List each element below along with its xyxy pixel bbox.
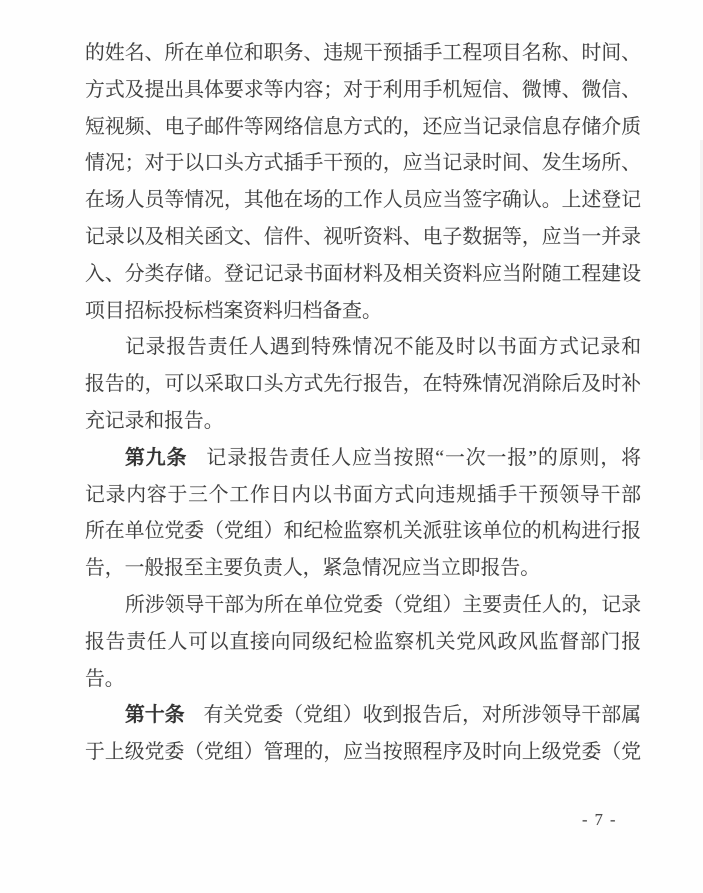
text-line <box>85 145 641 182</box>
text-line <box>85 35 641 72</box>
line-text: 项目招标投标档案资料归档备查。 <box>85 299 382 322</box>
line-text: 记录报告责任人遇到特殊情况不能及时以书面方式记录和 <box>125 336 641 359</box>
text-line <box>85 513 641 550</box>
text-line <box>85 256 641 293</box>
article-number-label: 第九条 <box>125 446 188 469</box>
line-text: 告。 <box>85 667 125 690</box>
line-text: 记录报告责任人应当按照“一次一报”的原则，将 <box>206 446 641 469</box>
page-number: - 7 - <box>582 810 617 829</box>
document-body <box>85 35 641 771</box>
line-text: 短视频、电子邮件等网络信息方式的，还应当记录信息存储介质 <box>85 115 641 138</box>
line-text: 入、分类存储。登记记录书面材料及相关资料应当附随工程建设 <box>85 262 641 285</box>
text-line <box>85 329 641 366</box>
line-text: 所涉领导干部为所在单位党委（党组）主要责任人的，记录 <box>125 593 641 616</box>
article-number-label: 第十条 <box>125 704 185 727</box>
text-line <box>85 697 641 734</box>
line-text: 报告的，可以采取口头方式先行报告，在特殊情况消除后及时补 <box>85 373 641 396</box>
text-line <box>85 734 641 771</box>
text-line <box>85 587 641 624</box>
line-text: 情况；对于以口头方式插手干预的，应当记录时间、发生场所、 <box>85 152 641 175</box>
text-line <box>85 661 641 698</box>
text-line <box>85 109 641 146</box>
line-text: 记录以及相关函文、信件、视听资料、电子数据等，应当一并录 <box>85 225 641 248</box>
line-text: 方式及提出具体要求等内容；对于利用手机短信、微博、微信、 <box>85 78 641 101</box>
line-text: 有关党委（党组）收到报告后，对所涉领导干部属 <box>203 704 641 727</box>
text-line <box>85 624 641 661</box>
line-text: 在场人员等情况，其他在场的工作人员应当签字确认。上述登记 <box>85 189 641 212</box>
text-line <box>85 403 641 440</box>
line-text: 于上级党委（党组）管理的，应当按照程序及时向上级党委（党 <box>85 741 641 764</box>
text-line <box>85 293 641 330</box>
text-line <box>85 366 641 403</box>
text-line <box>85 477 641 514</box>
line-text: 所在单位党委（党组）和纪检监察机关派驻该单位的机构进行报 <box>85 520 641 543</box>
text-line <box>85 182 641 219</box>
text-line <box>85 440 641 477</box>
line-text: 报告责任人可以直接向同级纪检监察机关党风政风监督部门报 <box>85 630 641 653</box>
text-line <box>85 219 641 256</box>
text-line <box>85 72 641 109</box>
text-line <box>85 550 641 587</box>
line-text: 充记录和报告。 <box>85 409 224 432</box>
line-text: 记录内容于三个工作日内以书面方式向违规插手干预领导干部 <box>85 483 641 506</box>
line-text: 的姓名、所在单位和职务、违规干预插手工程项目名称、时间、 <box>85 42 641 64</box>
line-text: 告，一般报至主要负责人，紧急情况应当立即报告。 <box>85 557 540 580</box>
